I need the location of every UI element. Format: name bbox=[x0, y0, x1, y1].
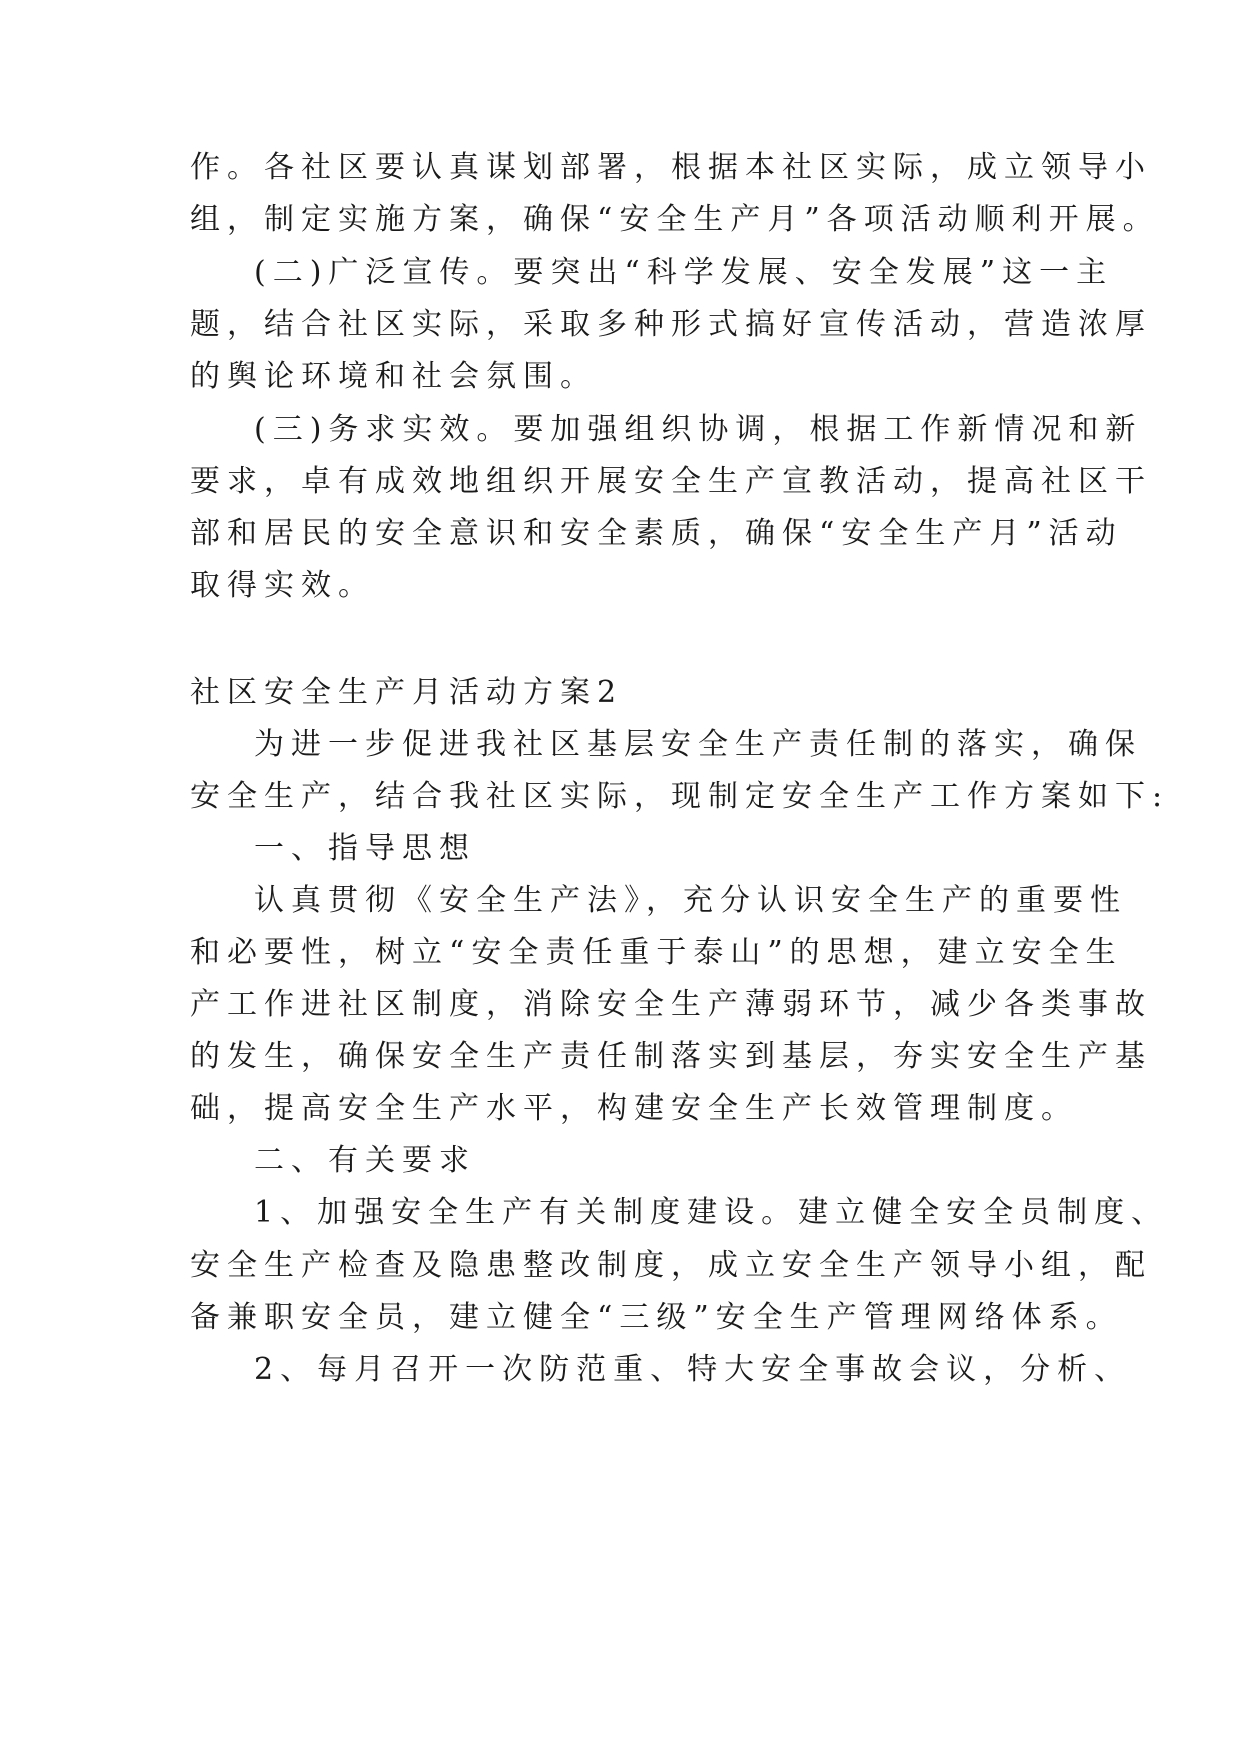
text-line: 组，制定实施方案，确保“安全生产月”各项活动顺利开展。 bbox=[190, 202, 1160, 237]
text-line: 2、每月召开一次防范重、特大安全事故会议，分析、 bbox=[254, 1352, 1132, 1387]
text-line: 备兼职安全员，建立健全“三级”安全生产管理网络体系。 bbox=[190, 1300, 1123, 1335]
section-heading-requirements: 二、有关要求 bbox=[254, 1143, 476, 1178]
text-line: 的发生，确保安全生产责任制落实到基层，夯实安全生产基 bbox=[190, 1039, 1152, 1074]
text-line: 取得实效。 bbox=[190, 568, 375, 603]
plan-title: 社区安全生产月活动方案2 bbox=[190, 675, 624, 710]
text-line: 认真贯彻《安全生产法》，充分认识安全生产的重要性 bbox=[254, 883, 1127, 918]
text-line: 础，提高安全生产水平，构建安全生产长效管理制度。 bbox=[190, 1091, 1078, 1126]
text-line: 1、加强安全生产有关制度建设。建立健全安全员制度、 bbox=[254, 1195, 1169, 1230]
text-line: (三)务求实效。要加强组织协调，根据工作新情况和新 bbox=[254, 412, 1143, 447]
section-heading-guiding: 一、指导思想 bbox=[254, 831, 476, 866]
text-line: 的舆论环境和社会氛围。 bbox=[190, 359, 597, 394]
text-line: 要求，卓有成效地组织开展安全生产宣教活动，提高社区干 bbox=[190, 464, 1152, 499]
text-line: 和必要性，树立“安全责任重于泰山”的思想，建立安全生 bbox=[190, 935, 1123, 970]
text-line: 部和居民的安全意识和安全素质，确保“安全生产月”活动 bbox=[190, 516, 1123, 551]
text-line: 作。各社区要认真谋划部署，根据本社区实际，成立领导小 bbox=[190, 150, 1152, 185]
text-line: 题，结合社区实际，采取多种形式搞好宣传活动，营造浓厚 bbox=[190, 307, 1152, 342]
text-line: 为进一步促进我社区基层安全生产责任制的落实，确保 bbox=[254, 727, 1142, 762]
text-line: (二)广泛宣传。要突出“科学发展、安全发展”这一主 bbox=[254, 255, 1114, 290]
text-line: 产工作进社区制度，消除安全生产薄弱环节，减少各类事故 bbox=[190, 987, 1152, 1022]
text-line: 安全生产，结合我社区实际，现制定安全生产工作方案如下: bbox=[190, 779, 1170, 814]
text-line: 安全生产检查及隐患整改制度，成立安全生产领导小组，配 bbox=[190, 1248, 1152, 1283]
